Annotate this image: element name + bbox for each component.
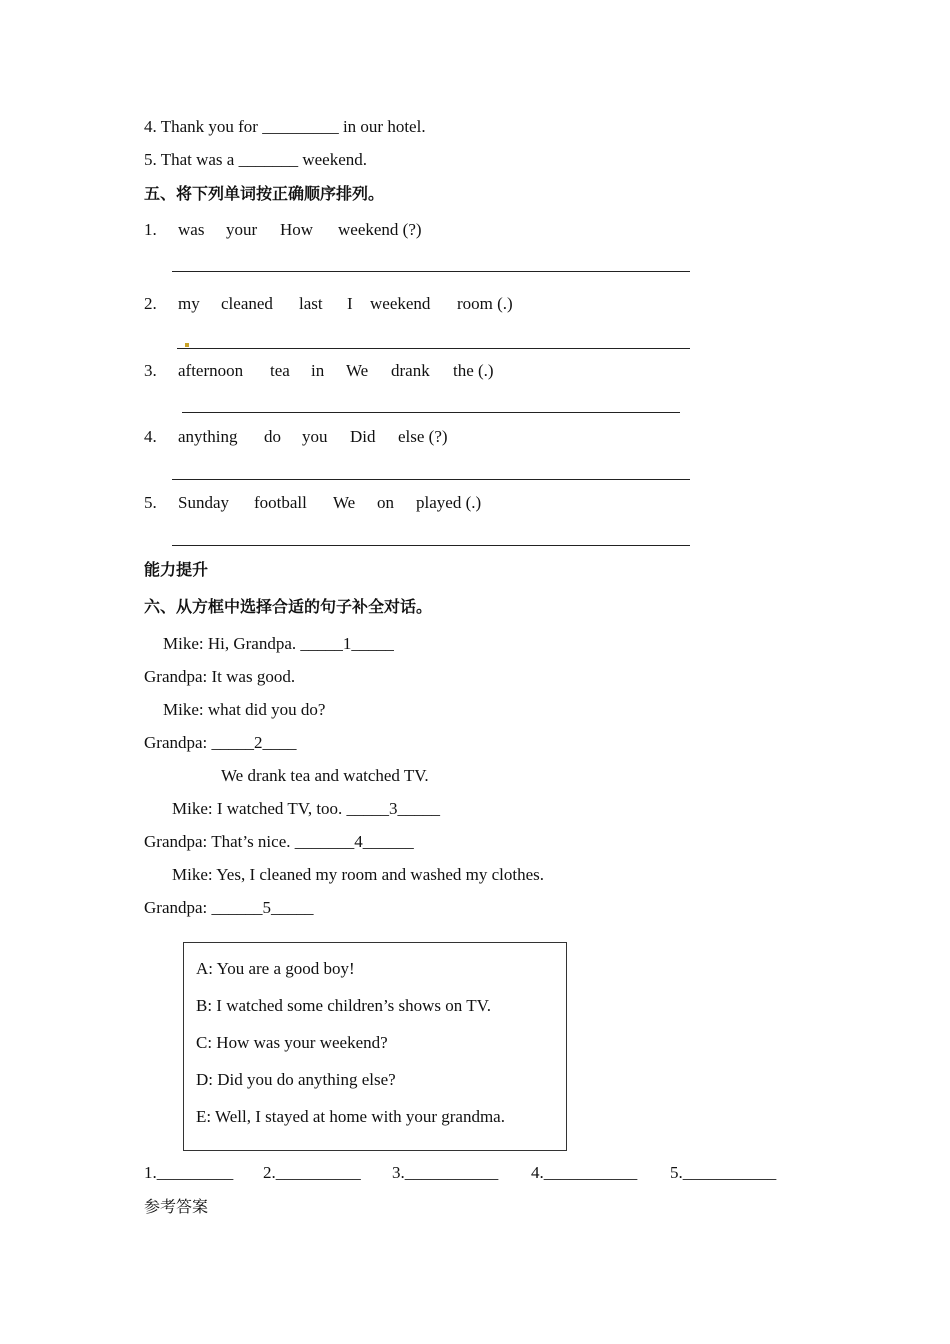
answer-blank-5[interactable]: 5.___________ [670,1163,777,1182]
word: do [264,427,281,446]
item-number: 2. [144,294,157,313]
option-d: D: Did you do anything else? [196,1070,396,1089]
word: my [178,294,200,313]
reference-answers-title: 参考答案 [144,1197,209,1216]
dialogue-line: Mike: Hi, Grandpa. _____1_____ [163,634,394,653]
option-a: A: You are a good boy! [196,959,355,978]
section-5-title: 五、将下列单词按正确顺序排列。 [144,184,385,203]
answer-blank-4[interactable]: 4.___________ [531,1163,638,1182]
word: played (.) [416,493,482,512]
answer-blank-1[interactable]: 1._________ [144,1163,234,1182]
dialogue-line: Mike: I watched TV, too. _____3_____ [172,799,441,818]
answer-line-3[interactable] [182,412,680,413]
word: cleaned [221,294,273,313]
answer-blank-3[interactable]: 3.___________ [392,1163,499,1182]
word: you [302,427,328,446]
answer-line-4[interactable] [172,479,690,480]
word: anything [178,427,238,446]
item-number: 3. [144,361,157,380]
word: else (?) [398,427,448,446]
ability-title: 能力提升 [144,560,209,579]
fill-in-item-5: 5. That was a _______ weekend. [144,150,367,169]
reorder-item-2 [144,294,513,314]
item-number: 4. [144,427,157,446]
dialogue-line: Grandpa: It was good. [144,667,296,686]
answer-blank-2[interactable]: 2.__________ [263,1163,361,1182]
word: was [178,220,205,239]
word: I [347,294,353,313]
fill-in-item-4: 4. Thank you for _________ in our hotel. [144,117,426,136]
word: in [311,361,325,380]
word: drank [391,361,430,380]
word: tea [270,361,290,380]
dialogue-line: Mike: Yes, I cleaned my room and washed my clothes. [172,865,545,884]
word: last [299,294,323,313]
answer-line-5[interactable] [172,545,690,546]
word: Sunday [178,493,229,512]
reorder-item-1 [144,220,422,240]
section-6-title: 六、从方框中选择合适的句子补全对话。 [144,597,433,616]
word: weekend [370,294,431,313]
dialogue-line: Grandpa: ______5_____ [144,898,314,917]
dialogue-line: Grandpa: _____2____ [144,733,297,752]
answer-line-1[interactable] [172,271,690,272]
word: football [254,493,307,512]
word: Did [350,427,376,446]
answer-line-2[interactable] [177,348,690,349]
word: We [333,493,356,512]
option-b: B: I watched some children’s shows on TV. [196,996,491,1015]
dialogue-line: Mike: what did you do? [163,700,326,719]
word: How [280,220,314,239]
word: on [377,493,394,512]
item-number: 5. [144,493,157,512]
option-c: C: How was your weekend? [196,1033,388,1052]
word: the (.) [453,361,494,380]
word: your [226,220,258,239]
reorder-item-4 [144,427,448,447]
word: room (.) [457,294,513,313]
word: afternoon [178,361,244,380]
stray-mark [185,343,189,347]
reorder-item-3 [144,361,494,381]
word: We [346,361,369,380]
reorder-item-5 [144,493,481,513]
dialogue-line: We drank tea and watched TV. [221,766,429,785]
word: weekend (?) [338,220,422,239]
item-number: 1. [144,220,157,239]
dialogue-line: Grandpa: That’s nice. _______4______ [144,832,414,851]
option-e: E: Well, I stayed at home with your grandma. [196,1107,505,1126]
options-box [183,942,567,1151]
